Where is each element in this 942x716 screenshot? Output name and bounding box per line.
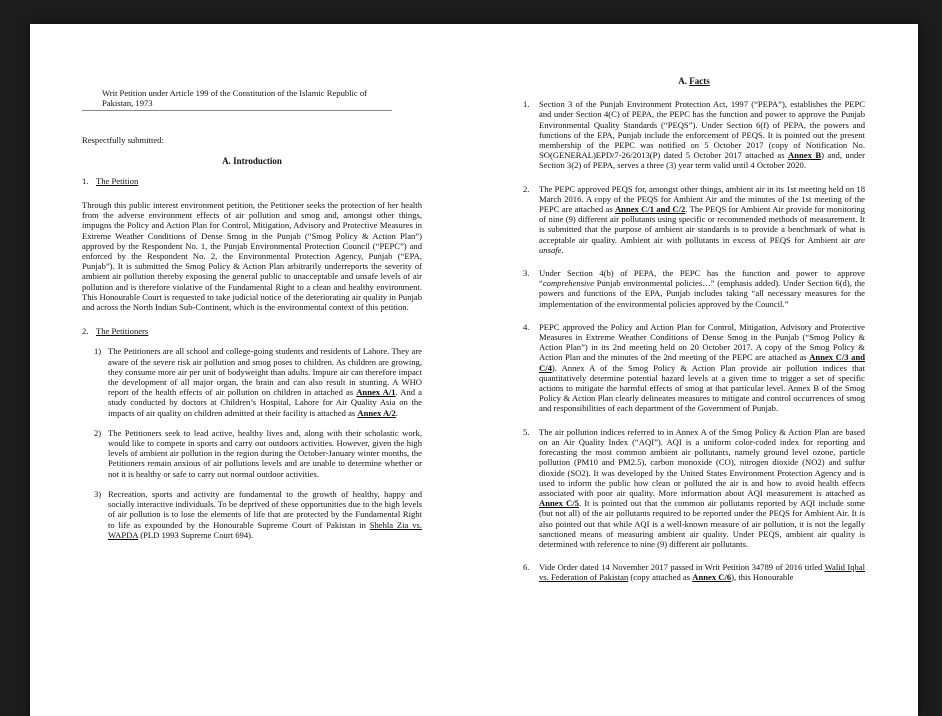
item-number: 3)	[94, 488, 102, 499]
subheading-petitioners	[82, 326, 422, 336]
item-number: 1)	[94, 346, 102, 357]
text-segment: .	[561, 244, 564, 255]
fact-item	[523, 562, 865, 582]
submitted-line: Respectfully submitted:	[82, 135, 164, 146]
document-header: Writ Petition under Article 199 of the Constitution of the Islamic Republic of Pakistan, 1973	[82, 88, 392, 111]
text-segment: Vide Order dated 14 November 2017 passed in Writ Petition 34789 of 2016 titled	[539, 562, 823, 573]
text-segment: ), this Honourable	[731, 572, 794, 583]
list-item	[82, 428, 422, 479]
section-letter: A.	[222, 155, 231, 166]
annex-reference: Annex B	[788, 150, 822, 161]
section-heading-facts	[523, 76, 865, 86]
section-heading-introduction	[82, 156, 422, 166]
text-segment: . It is pointed out that the common air pollutants reported by AQI include some (but not all) of the air pollutants required to be reported under the PEQS for Ambient Air. It is also pointed out that while AQI is a well-known measure of air pollution, it is not the legally sanctioned means of measuring ambient air quality. Under PEQS, ambient air quality is determined with reference to nine (9) different air pollutants.	[539, 498, 865, 549]
item-text	[539, 427, 865, 549]
text-segment: . And a study conducted by doctors at Children’s Hospital, Lahore for Air Quality Asia on the impacts of air quality on children admitted at their facility is attached as	[108, 387, 422, 418]
item-number: 5.	[523, 426, 530, 437]
case-citation: Walid Iqbal vs. Federation of Pakistan	[539, 562, 865, 583]
text-segment: .	[395, 407, 398, 418]
annex-reference: Annex C/3 and C/4	[539, 352, 866, 373]
item-text	[539, 562, 865, 582]
item-number: 1.	[523, 99, 530, 110]
text-segment: Section 3 of the Punjab Environment Protection Act, 1997 (“PEPA”), establishes the PEPC and under Section 4(C) of PEPA, the PEPC has the function and power to approve the Punjab Environmental Quality Standards (“PEQS”). Under Section 6(f) of PEPA, the powers and functions of the EPA, Punjab include the enforcement of PEQS. It is pointed out the present membership of the PEPC was notified on 5 October 2017 (copy of Notification No. SO(GENERAL)EPD/7-26/2013(P) dated 5 October 2017 attached as	[539, 99, 865, 161]
list-item	[82, 346, 422, 417]
item-text	[108, 489, 422, 540]
text-segment: Punjab environmental policies…” (emphasis added). Under Section 6(d), the powers and functions of the EPA, Punjab includes taking “all necessary measures for the implementation of the environmental policies approved by the Council.”	[539, 278, 865, 309]
fact-item	[523, 427, 865, 549]
item-text	[539, 268, 865, 309]
item-number: 2)	[94, 427, 102, 438]
text-segment: (PLD 1993 Supreme Court 694).	[138, 529, 254, 540]
fact-item	[523, 268, 865, 309]
section-letter: A.	[678, 76, 687, 86]
petitioners-list	[82, 346, 422, 539]
annex-reference: Annex C/6	[692, 572, 732, 583]
annex-reference: Annex C/5	[539, 498, 579, 509]
text-segment: Under Section 4(b) of PEPA, the PEPC has the function and power to approve “	[539, 268, 865, 289]
emphasis-text: comprehensive	[542, 278, 595, 289]
text-segment: . The PEQS for Ambient Air provide for monitoring of nine (9) different air pollutants using specific or recommended methods of measurement. It is submitted that the purpose of ambient air standards is to provide a benchmark of what is acceptable air quality. Ambient air with pollutants in excess of PEQS for Ambient air	[539, 204, 865, 245]
item-text: The Petitioners seek to lead active, healthy lives and, along with their scholastic work, would like to compete in sports and carry out outdoors activities. However, given the high levels of ambient air pollution in the region during the October-January winter months, the Petitioners remain anxious of air pollutions levels and are unable to determine whether or not it is healthy or safe to carry out normal outdoor activities.	[108, 427, 422, 479]
item-number: 6.	[523, 562, 530, 573]
text-segment: (copy attached as	[628, 572, 691, 583]
text-segment: ). Annex A of the Smog Policy & Action Plan provide air pollution indices that quantitatively determine potential hazard levels at a given time to trigger a set of specific actions to mitigate the harmful effects of smog at that particular level. Annex B of the Smog Policy & Action Plan clearly delineates measures to mitigate and control occurrences of smog and responsibilities of each department of the Government of Punjab.	[539, 362, 865, 414]
text-segment: The air pollution indices referred to in Annex A of the Smog Policy & Action Plan are based on an Air Quality Index (“AQI”). AQI is a uniform color-coded index for reporting and forecasting the most common ambient air pollutants, namely ground level ozone, particle pollution (PM10 and PM2.5), carbon monoxide (CO), nitrogen dioxide (NO2) and sulfur dioxide (SO2). It was developed by the United States Environment Protection Agency and is used to inform the public how clean or polluted the air is and how to avoid health effects associated with poor air quality. More information about AQI measurement is attached as	[539, 426, 865, 498]
text-segment: PEPC approved the Policy and Action Plan for Control, Mitigation, Advisory and Protective Measures in Extreme Weather Conditions of Dense Smog in the Punjab (“Smog Policy & Action Plan”) in its 2nd meeting held on 20 October 2017. A copy of the Smog Policy & Action Plan and the minutes of the 2nd meeting of the PEPC are attached as	[539, 321, 865, 363]
annex-reference: Annex C/1 and C/2	[614, 204, 686, 215]
item-number: 3.	[523, 268, 530, 279]
fact-item	[523, 322, 865, 414]
list-item	[82, 489, 422, 540]
item-text	[108, 346, 422, 417]
section-title: Introduction	[233, 155, 282, 166]
right-column	[523, 76, 865, 583]
case-citation: Shehla Zia vs. WAPDA	[108, 519, 422, 540]
intro-paragraph: Through this public interest environment petition, the Petitioner seeks the protection of her health from the adverse environment effects of air pollution and smog and, amongst other things, impugns the Policy and Action Plan for Control, Mitigation, Advisory and Protective Measures in Extreme Weather Conditions of Dense Smog in the Punjab (“Smog Policy & Action Plan”) approved by the Respondent No. 1, the Punjab Environmental Protection Council (“PEPC”) and enforced by the Respondent No. 2, the Environmental Protection Agency, Punjab (“EPA, Punjab”). It is submitted the Smog Policy & Action Plan arbitrarily underreports the severity of ambient air pollution thereby exposing the general public to unacceptable and unsafe levels of air pollution and is therefore violative of the Fundamental Right to a clean and healthy environment. This Honourable Court is requested to take judicial notice of the deteriorating air quality in Punjab and across the North Indian Sub-Continent, which is the environmental context of this petition.	[82, 200, 422, 313]
subheading-number: 1.	[82, 175, 89, 186]
item-number: 4.	[523, 321, 530, 332]
text-segment: The Petitioners are all school and college-going students and residents of Lahore. They are aware of the severe risk air pollution and smog poses to children. As children are growing, they consume more air per unit of bodyweight than adults. Impure air can therefore impact the development of all major organ, the brain and can also result in stunting. A WHO report of the health effects of air pollution on children in attached as	[108, 346, 422, 398]
annex-reference: Annex A/2	[357, 407, 396, 418]
item-text	[539, 184, 865, 255]
text-segment: The PEPC approved PEQS for, amongst other things, ambient air in its 1st meeting held on 18 March 2016. A copy of the PEQS for Ambient Air and the minutes of the 1st meeting of the PEPC are attached as	[539, 183, 865, 215]
section-title: Facts	[689, 76, 710, 86]
text-segment: Recreation, sports and activity are fundamental to the growth of healthy, happy and socially interactive individuals. To be deprived of these opportunities due to the high levels of air pollution is to lose the elements of life that are protected by the Fundamental Right to life as expounded by the Honourable Supreme Court of Pakistan in	[108, 488, 422, 530]
fact-item	[523, 99, 865, 170]
subheading-label: The Petition	[96, 175, 139, 186]
subheading-label: The Petitioners	[96, 326, 149, 337]
annex-reference: Annex A/1	[356, 387, 396, 398]
subheading-number: 2.	[82, 326, 89, 337]
document-page	[30, 24, 918, 716]
item-text	[539, 322, 865, 414]
text-segment: ) and, under Section 3(2) of PEPA, serves a three (3) year term valid until 4 October 2020.	[539, 150, 865, 171]
subheading-petition	[82, 176, 422, 186]
emphasis-text: are unsafe	[539, 234, 865, 255]
item-text	[539, 99, 865, 170]
fact-item	[523, 184, 865, 255]
left-column	[82, 88, 422, 540]
item-number: 2.	[523, 183, 530, 194]
